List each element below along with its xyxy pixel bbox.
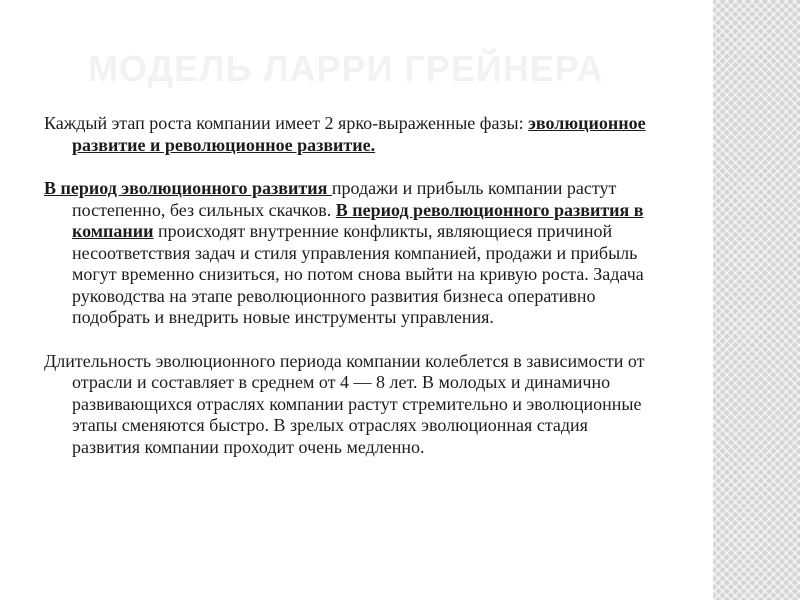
evolution-period-heading: В период эволюционного развития <box>44 178 332 198</box>
paragraph-duration <box>44 351 660 459</box>
paragraph-phases-text: Каждый этап роста компании имеет 2 ярко-выраженные фазы: <box>44 113 529 133</box>
paragraph-phases <box>44 113 660 156</box>
revolution-period-heading: В период революционного развития в компании <box>72 199 644 241</box>
slide-body <box>44 113 660 458</box>
slide-title: МОДЕЛЬ ЛАРРИ ГРЕЙНЕРА <box>88 48 604 89</box>
decorative-side-stripe <box>713 0 800 600</box>
revolution-period-text: происходят внутренние конфликты, являющиеся причиной несоответствия задач и стиля управления компанией, продажи и прибыль могут временно снизиться, но потом снова выйти на кривую роста. Задача руководства на этапе революционного развития бизнеса оперативно подобрать и внедрить новые инструменты управления. <box>72 221 644 327</box>
paragraph-evolution-revolution <box>44 178 660 329</box>
duration-text: Длительность эволюционного периода компании колеблется в зависимости от отрасли и составляет в среднем от 4 — 8 лет. В молодых и динамично развивающихся отраслях компании растут стремительно и эволюционные этапы сменяются быстро. В зрелых отраслях эволюционная стадия развития компании проходит очень медленно. <box>44 350 645 457</box>
evolution-period-text: продажи и прибыль компании растут постепенно, без сильных скачков. <box>72 178 617 220</box>
phases-emphasis: эволюционное развитие и революционное развитие. <box>72 113 646 155</box>
